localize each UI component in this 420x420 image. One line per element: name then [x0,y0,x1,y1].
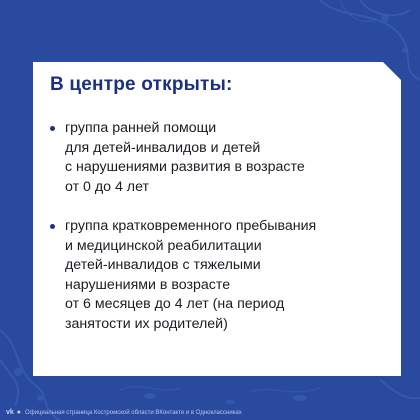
list-item-line: группа ранней помощи [65,120,217,136]
bullet-icon [50,224,55,229]
list-item-line: для детей-инвалидов и детей [65,139,261,156]
list-item-line: с нарушениями развития в возрасте [65,159,305,175]
list-item-line: нарушениями в возрасте [65,276,231,293]
odnoklassniki-icon[interactable]: ● [16,409,22,416]
bullet-icon [50,126,55,131]
card-folded-corner [383,62,401,80]
list-item-line: от 0 до 4 лет [65,178,149,195]
list-item-line: детей-инвалидов с тяжелыми [65,257,261,273]
list-item-line: и медицинской реабилитации [65,237,262,254]
list-item-line: от 6 месяцев до 4 лет (на период [65,296,285,312]
list-item-text [65,119,390,197]
list-item-text [65,217,390,334]
group-list [50,119,390,334]
footer [0,405,420,420]
info-card [33,62,401,376]
list-item-line: занятости их родителей) [65,315,228,332]
vk-icon[interactable]: vk [6,409,14,416]
footer-caption: Официальная страница Костромской области ВКонтакте и в Одноклассниках [25,409,242,416]
list-item [50,119,390,197]
card-heading: В центре открыты: [50,74,233,95]
list-item-line: группа кратковременного пребывания [65,218,317,234]
list-item [50,217,390,334]
